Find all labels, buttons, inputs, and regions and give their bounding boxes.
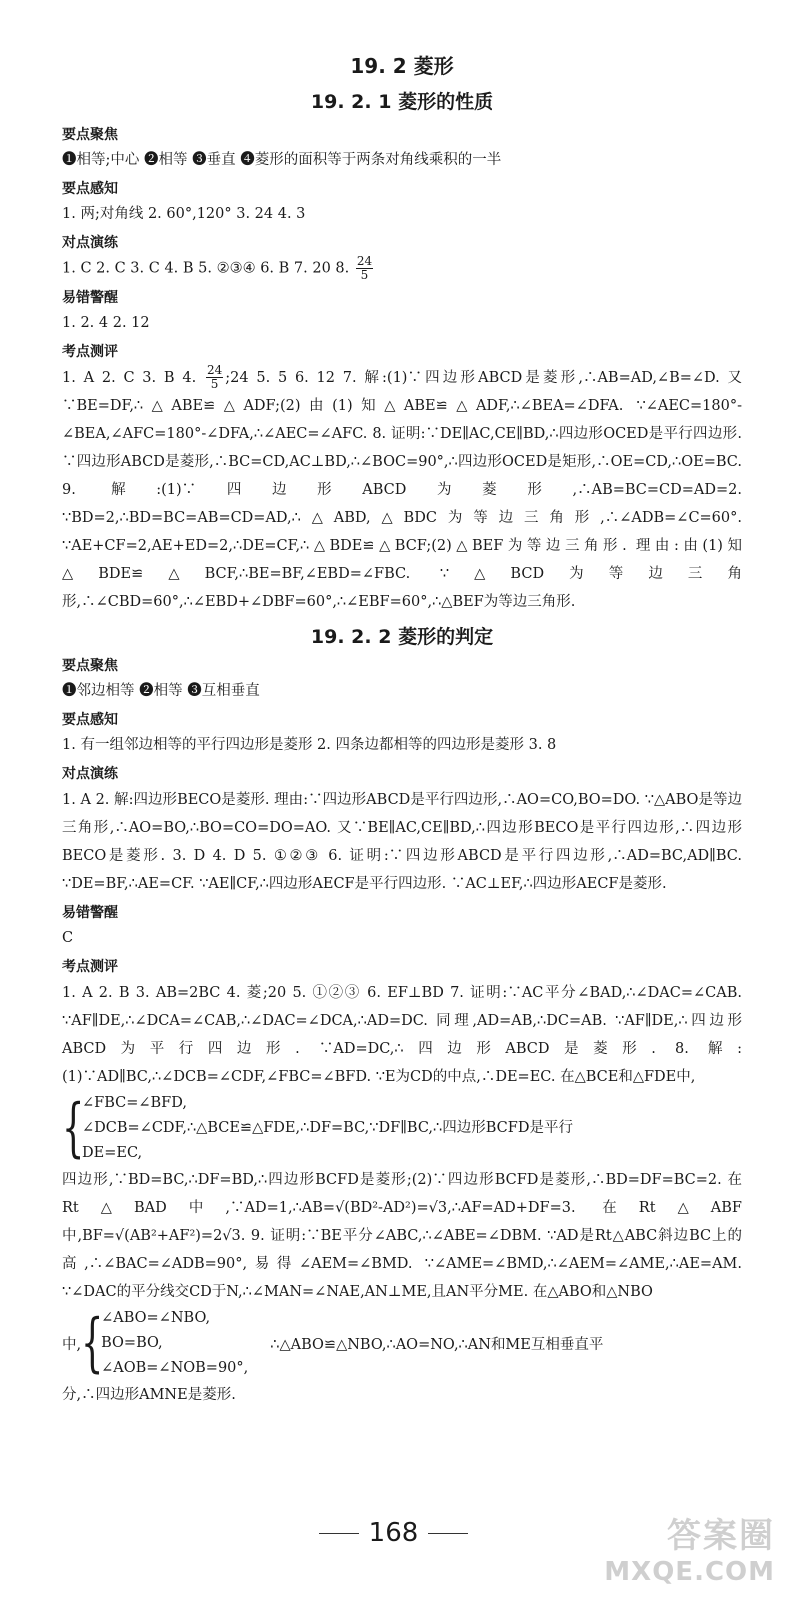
watermark (604, 1508, 775, 1587)
fraction-denominator: 5 (210, 377, 219, 391)
fraction (356, 255, 373, 282)
fraction (206, 364, 223, 391)
heading-drill-1: 对点演练 (62, 235, 118, 251)
focus-answers-1: ❶相等;中心 ❷相等 ❸垂直 ❹菱形的面积等于两条对角线乘积的一半 (62, 152, 502, 168)
answer-page (62, 50, 742, 1409)
test-answers-2-part1: 1. A 2. B 3. AB=2BC 4. 菱;20 5. ①②③ 6. EF⊥BD 7. 证明:∵AC平分∠BAD,∴∠DAC=∠CAB. ∵AF∥DE,∴∠DCA=∠CAB,∴∠DAC=∠DCA,∴AD=DC. 同理,AD=AB,∴DC=AB. ∵AF∥DE,∴四边形ABCD为平行四边形. ∵AD=DC,∴四边形ABCD是菱形. 8. 解:(1)∵AD∥BC,∴∠DCB=∠CDF,∠FBC=∠BFD. ∵E为CD的中点,∴DE=EC. 在△BCE和△FDE中, (62, 984, 742, 1085)
dash-left (319, 1533, 359, 1534)
fraction-numerator: 24 (356, 254, 373, 268)
system-prefix: 中, (62, 1336, 82, 1353)
watermark-url: MXQE.COM (604, 1557, 775, 1587)
heading-test-2: 考点测评 (62, 958, 118, 975)
focus-answers-2: ❶邻边相等 ❷相等 ❸互相垂直 (62, 682, 260, 699)
system-line: BO=BO, (101, 1334, 163, 1351)
warn-answers-2: C (62, 929, 74, 946)
brace-icon: { (62, 1091, 85, 1165)
system-line: ∠DCB=∠CDF,∴△BCE≌△FDE,∴DF=BC,∵DF∥BC,∴四边形BCFD是平行 (82, 1119, 573, 1136)
heading-warn-2: 易错警醒 (62, 904, 118, 921)
drill-text-1: 1. C 2. C 3. C 4. B 5. ②③④ 6. B 7. 20 8. (62, 260, 350, 277)
dash-right (428, 1533, 468, 1534)
drill-answers-1 (62, 255, 742, 283)
test-text-a: 1. A 2. C 3. B 4. (62, 369, 197, 386)
system-lines-1 (82, 1091, 573, 1166)
fraction-denominator: 5 (360, 268, 369, 282)
subsection-title-1: 19. 2. 1 菱形的性质 (310, 91, 494, 113)
heading-drill-2: 对点演练 (62, 765, 118, 782)
watermark-logo-text: 答案圈 (667, 1516, 775, 1556)
system-line: ∠AOB=∠NOB=90°, (101, 1359, 249, 1376)
test-text-b: ;24 5. 5 6. 12 7. 解:(1)∵四边形ABCD是菱形,∴AB=AD,∠B=∠D. 又∵BE=DF,∴△ABE≌△ADF;(2)由(1)知△ABE≌△ADF,∴∠BEA=∠DFA. ∵∠AEC=180°-∠BEA,∠AFC=180°-∠DFA,∴∠AEC=∠AFC. 8. 证明:∵DE∥AC,CE∥BD,∴四边形OCED是平行四边形. ∵四边形ABCD是菱形,∴BC=CD,AC⊥BD,∴∠BOC=90°,∴四边形OCED是矩形,∴OE=CD,∴OE=BC. 9. 解:(1)∵四边形ABCD为菱形,∴AB=BC=CD=AD=2. ∵BD=2,∴BD=BC=AB=CD=AD,∴△ABD,△BDC为等边三角形,∴∠ADB=∠C=60°. ∵AE+CF=2,AE+ED=2,∴DE=CF,∴△BDE≌△BCF;(2)△BEF为等边三角形. 理由:由(1)知△BDE≌△BCF,∴BE=BF,∠EBD=∠FBC. ∵△BCD为等边三角形,∴∠CBD=60°,∴∠EBD+∠DBF=60°,∴∠EBF=60°,∴△BEF为等边三角形. (62, 369, 743, 610)
subsection-title-2: 19. 2. 2 菱形的判定 (310, 625, 494, 648)
heading-perceive-2: 要点感知 (62, 711, 118, 728)
system-line: ∠ABO=∠NBO, (101, 1309, 211, 1326)
heading-focus-1: 要点聚焦 (62, 127, 118, 143)
page-number-text: 168 (368, 1518, 419, 1548)
warn-answers-1: 1. 2. 4 2. 12 (62, 314, 150, 331)
brace-icon: { (81, 1306, 104, 1380)
test-answers-2-part3: 分,∴四边形AMNE是菱形. (62, 1386, 236, 1403)
heading-focus-2: 要点聚焦 (62, 657, 118, 674)
system-lines-2 (101, 1306, 248, 1381)
equation-system-1 (62, 1091, 742, 1166)
heading-warn-1: 易错警醒 (62, 289, 118, 306)
perceive-answers-1: 1. 两;对角线 2. 60°,120° 3. 24 4. 3 (62, 206, 306, 222)
section-title: 19. 2 菱形 (350, 54, 454, 78)
heading-test-1: 考点测评 (62, 343, 118, 360)
perceive-answers-2: 1. 有一组邻边相等的平行四边形是菱形 2. 四条边都相等的四边形是菱形 3. 8 (62, 736, 557, 753)
test-answers-2-part2: 四边形,∵BD=BC,∴DF=BD,∴四边形BCFD是菱形;(2)∵四边形BCFD是菱形,∴BD=DF=BC=2. 在Rt△BAD中,∵AD=1,∴AB=√(BD²-AD²)=√3,∴AF=AD+DF=3. 在Rt△ABF中,BF=√(AB²+AF²)=2√3. 9. 证明:∵BE平分∠ABC,∴∠ABE=∠DBM. ∵AD是Rt△ABC斜边BC上的高,∴∠BAC=∠ADB=90°,易得∠AEM=∠BMD. ∵∠AME=∠BMD,∴∠AEM=∠AME,∴AE=AM. ∵∠DAC的平分线交CD于N,∴∠MAN=∠NAE,AN⊥ME,且AN平分ME. 在△ABO和△NBO (62, 1171, 742, 1300)
fraction-numerator: 24 (206, 363, 223, 377)
system-suffix: ∴△ABO≌△NBO,∴AO=NO,∴AN和ME互相垂直平 (270, 1336, 604, 1353)
system-line: DE=EC, (82, 1144, 143, 1161)
system-line: ∠FBC=∠BFD, (82, 1094, 187, 1111)
test-answers-1 (62, 364, 742, 616)
drill-answers-2: 1. A 2. 解:四边形BECO是菱形. 理由:∵四边形ABCD是平行四边形,∴AO=CO,BO=DO. ∵△ABO是等边三角形,∴AO=BO,∴BO=CO=DO=AO. 又∵BE∥AC,CE∥BD,∴四边形BECO是平行四边形,∴四边形BECO是菱形. 3. D 4. D 5. ①②③ 6. 证明:∵四边形ABCD是平行四边形,∴AD=BC,AD∥BC. ∵DE=BF,∴AE=CF. ∵AE∥CF,∴四边形AECF是平行四边形. ∵AC⊥EF,∴四边形AECF是菱形. (62, 791, 742, 892)
equation-system-2 (62, 1306, 742, 1381)
heading-perceive-1: 要点感知 (62, 181, 118, 197)
